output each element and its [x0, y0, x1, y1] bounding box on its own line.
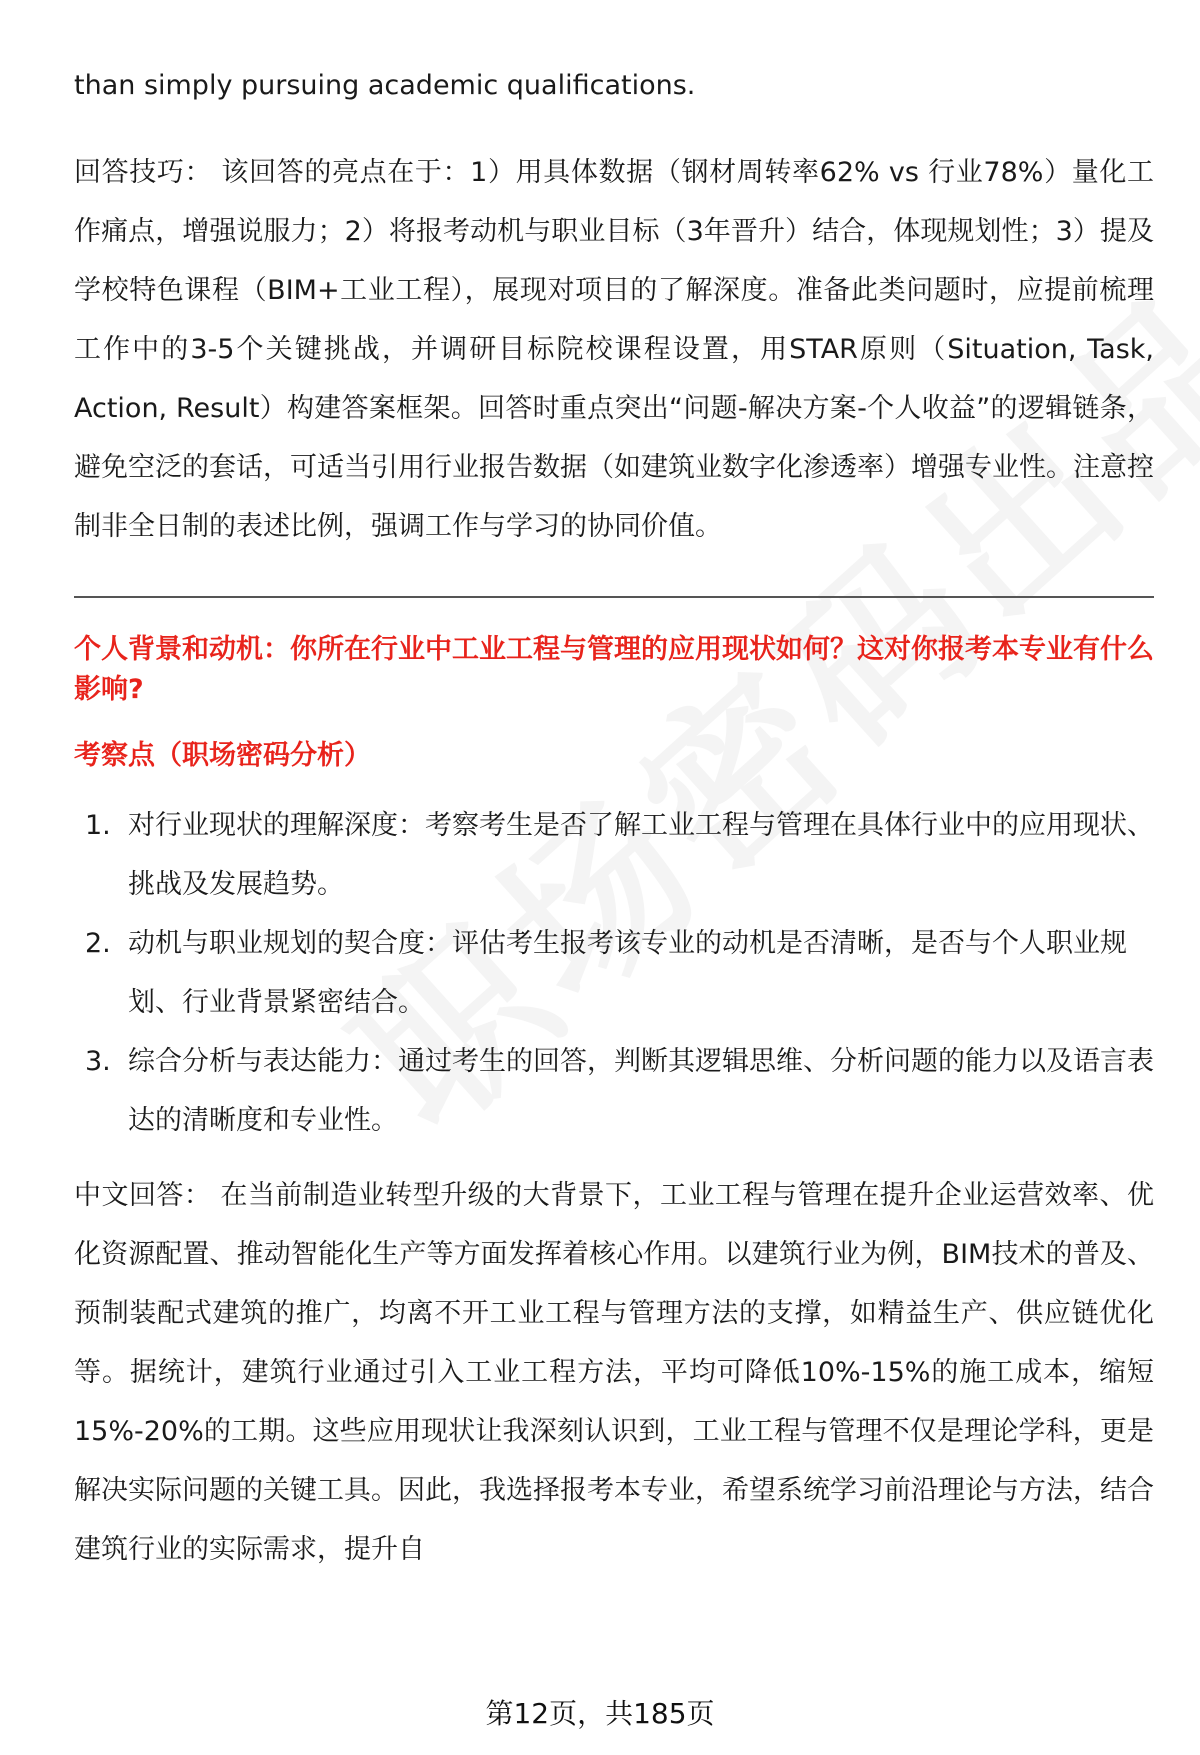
- page-content: [74, 56, 1154, 1579]
- tips-text: 该回答的亮点在于：1）用具体数据（钢材周转率62% vs 行业78%）量化工作痛点，增强说服力；2）将报考动机与职业目标（3年晋升）结合，体现规划性；3）提及学校特色课程（BIM+工业工程），展现对项目的了解深度。准备此类问题时，应提前梳理工作中的3-5个关键挑战，并调研目标院校课程设置，用STAR原则（Situation, Task, Action, Result）构建答案框架。回答时重点突出“问题-解决方案-个人收益”的逻辑链条，避免空泛的套话，可适当引用行业报告数据（如建筑业数字化渗透率）增强专业性。注意控制非全日制的表述比例，强调工作与学习的协同价值。: [74, 157, 1155, 542]
- intro-text: than simply pursuing academic qualifications.: [74, 70, 696, 101]
- section-heading: 考察点（职场密码分析）: [74, 740, 371, 771]
- answer-text: 在当前制造业转型升级的大背景下，工业工程与管理在提升企业运营效率、优化资源配置、推动智能化生产等方面发挥着核心作用。以建筑行业为例，BIM技术的普及、预制装配式建筑的推广，均离不开工业工程与管理方法的支撑，如精益生产、供应链优化等。据统计，建筑行业通过引入工业工程方法，平均可降低10%-15%的施工成本，缩短15%-20%的工期。这些应用现状让我深刻认识到，工业工程与管理不仅是理论学科，更是解决实际问题的关键工具。因此，我选择报考本专业，希望系统学习前沿理论与方法，结合建筑行业的实际需求，提升自: [74, 1180, 1155, 1565]
- question-title: 个人背景和动机：你所在行业中工业工程与管理的应用现状如何？这对你报考本专业有什么影响?: [74, 634, 1154, 705]
- list-item-number: 2.: [85, 928, 111, 959]
- list-item-number: 1.: [85, 810, 111, 841]
- list-item: [74, 796, 1154, 914]
- list-item: [74, 914, 1154, 1032]
- list-item-text: 动机与职业规划的契合度：评估考生报考该专业的动机是否清晰，是否与个人职业规划、行业背景紧密结合。: [128, 928, 1127, 1018]
- assessment-points-list: [74, 796, 1154, 1150]
- list-item-number: 3.: [85, 1046, 111, 1077]
- list-item: [74, 1032, 1154, 1150]
- answer-paragraph: [74, 1166, 1154, 1579]
- answer-label: 中文回答：: [74, 1180, 212, 1211]
- page-footer: 第12页，共185页: [485, 1697, 715, 1730]
- list-item-text: 综合分析与表达能力：通过考生的回答，判断其逻辑思维、分析问题的能力以及语言表达的清晰度和专业性。: [128, 1046, 1154, 1136]
- tips-paragraph: [74, 143, 1154, 556]
- list-item-text: 对行业现状的理解深度：考察考生是否了解工业工程与管理在具体行业中的应用现状、挑战及发展趋势。: [128, 810, 1154, 900]
- tips-label: 回答技巧：: [74, 157, 213, 188]
- section-divider: [74, 596, 1154, 598]
